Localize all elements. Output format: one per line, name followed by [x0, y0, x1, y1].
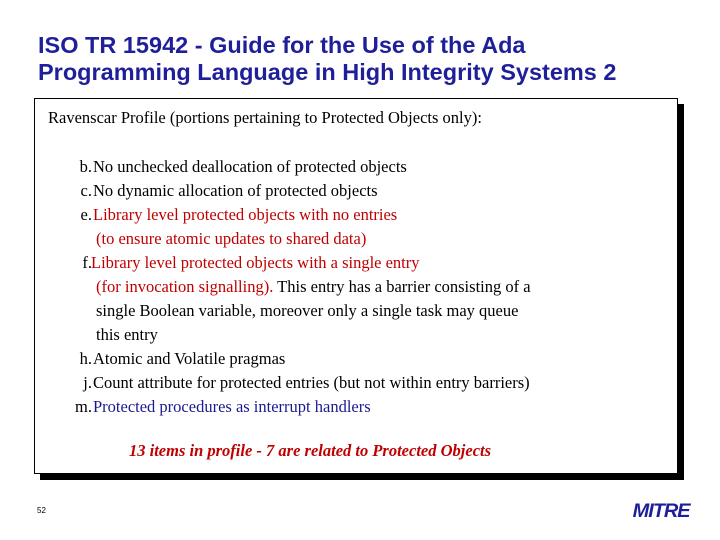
- list-item-h: [35, 347, 675, 371]
- item-letter: m.: [75, 397, 92, 416]
- list-item-m: [35, 395, 675, 419]
- title-line-2: Programming Language in High Integrity Systems 2: [38, 59, 617, 85]
- title-line-1: ISO TR 15942 - Guide for the Use of the Ada: [38, 32, 526, 58]
- list-item-c: [35, 179, 675, 203]
- item-text-continuation: [96, 275, 531, 299]
- item-letter: b.: [79, 157, 92, 176]
- item-text: Library level protected objects with a single entry: [91, 253, 420, 272]
- item-letter: f.: [82, 253, 92, 272]
- item-letter: h.: [79, 349, 92, 368]
- list-item-e: [35, 203, 675, 227]
- box-intro: Ravenscar Profile (portions pertaining to Protected Objects only):: [48, 108, 482, 127]
- item-text: Count attribute for protected entries (but not within entry barriers): [93, 373, 530, 392]
- content-box: [34, 98, 678, 474]
- item-letter: c.: [80, 181, 92, 200]
- summary-line: 13 items in profile - 7 are related to Protected Objects: [129, 441, 492, 460]
- list-item-f-continuation: [35, 275, 675, 299]
- item-text-red-part: (for invocation signalling).: [96, 277, 274, 296]
- list-item-j: [35, 371, 675, 395]
- page-number: 52: [37, 506, 46, 515]
- item-text: Atomic and Volatile pragmas: [93, 349, 286, 368]
- mitre-logo: MITRE: [632, 501, 690, 522]
- item-letter: j.: [83, 373, 92, 392]
- item-text-continuation: this entry: [96, 325, 158, 344]
- item-text: Protected procedures as interrupt handlers: [93, 397, 371, 416]
- slide-title: [38, 32, 698, 86]
- list-item-f-continuation: [35, 323, 675, 347]
- list-item-e-continuation: [35, 227, 675, 251]
- item-letter: e.: [80, 205, 92, 224]
- item-text-continuation: single Boolean variable, moreover only a single task may queue: [96, 301, 519, 320]
- item-text: No dynamic allocation of protected objects: [93, 181, 378, 200]
- item-list: [35, 155, 675, 419]
- item-text-black-part: This entry has a barrier consisting of a: [277, 277, 531, 296]
- item-text-continuation: (to ensure atomic updates to shared data): [96, 229, 367, 248]
- list-item-b: [35, 155, 675, 179]
- item-text: No unchecked deallocation of protected objects: [93, 157, 407, 176]
- item-text: Library level protected objects with no entries: [93, 205, 398, 224]
- list-item-f-continuation: [35, 299, 675, 323]
- list-item-f: [35, 251, 675, 275]
